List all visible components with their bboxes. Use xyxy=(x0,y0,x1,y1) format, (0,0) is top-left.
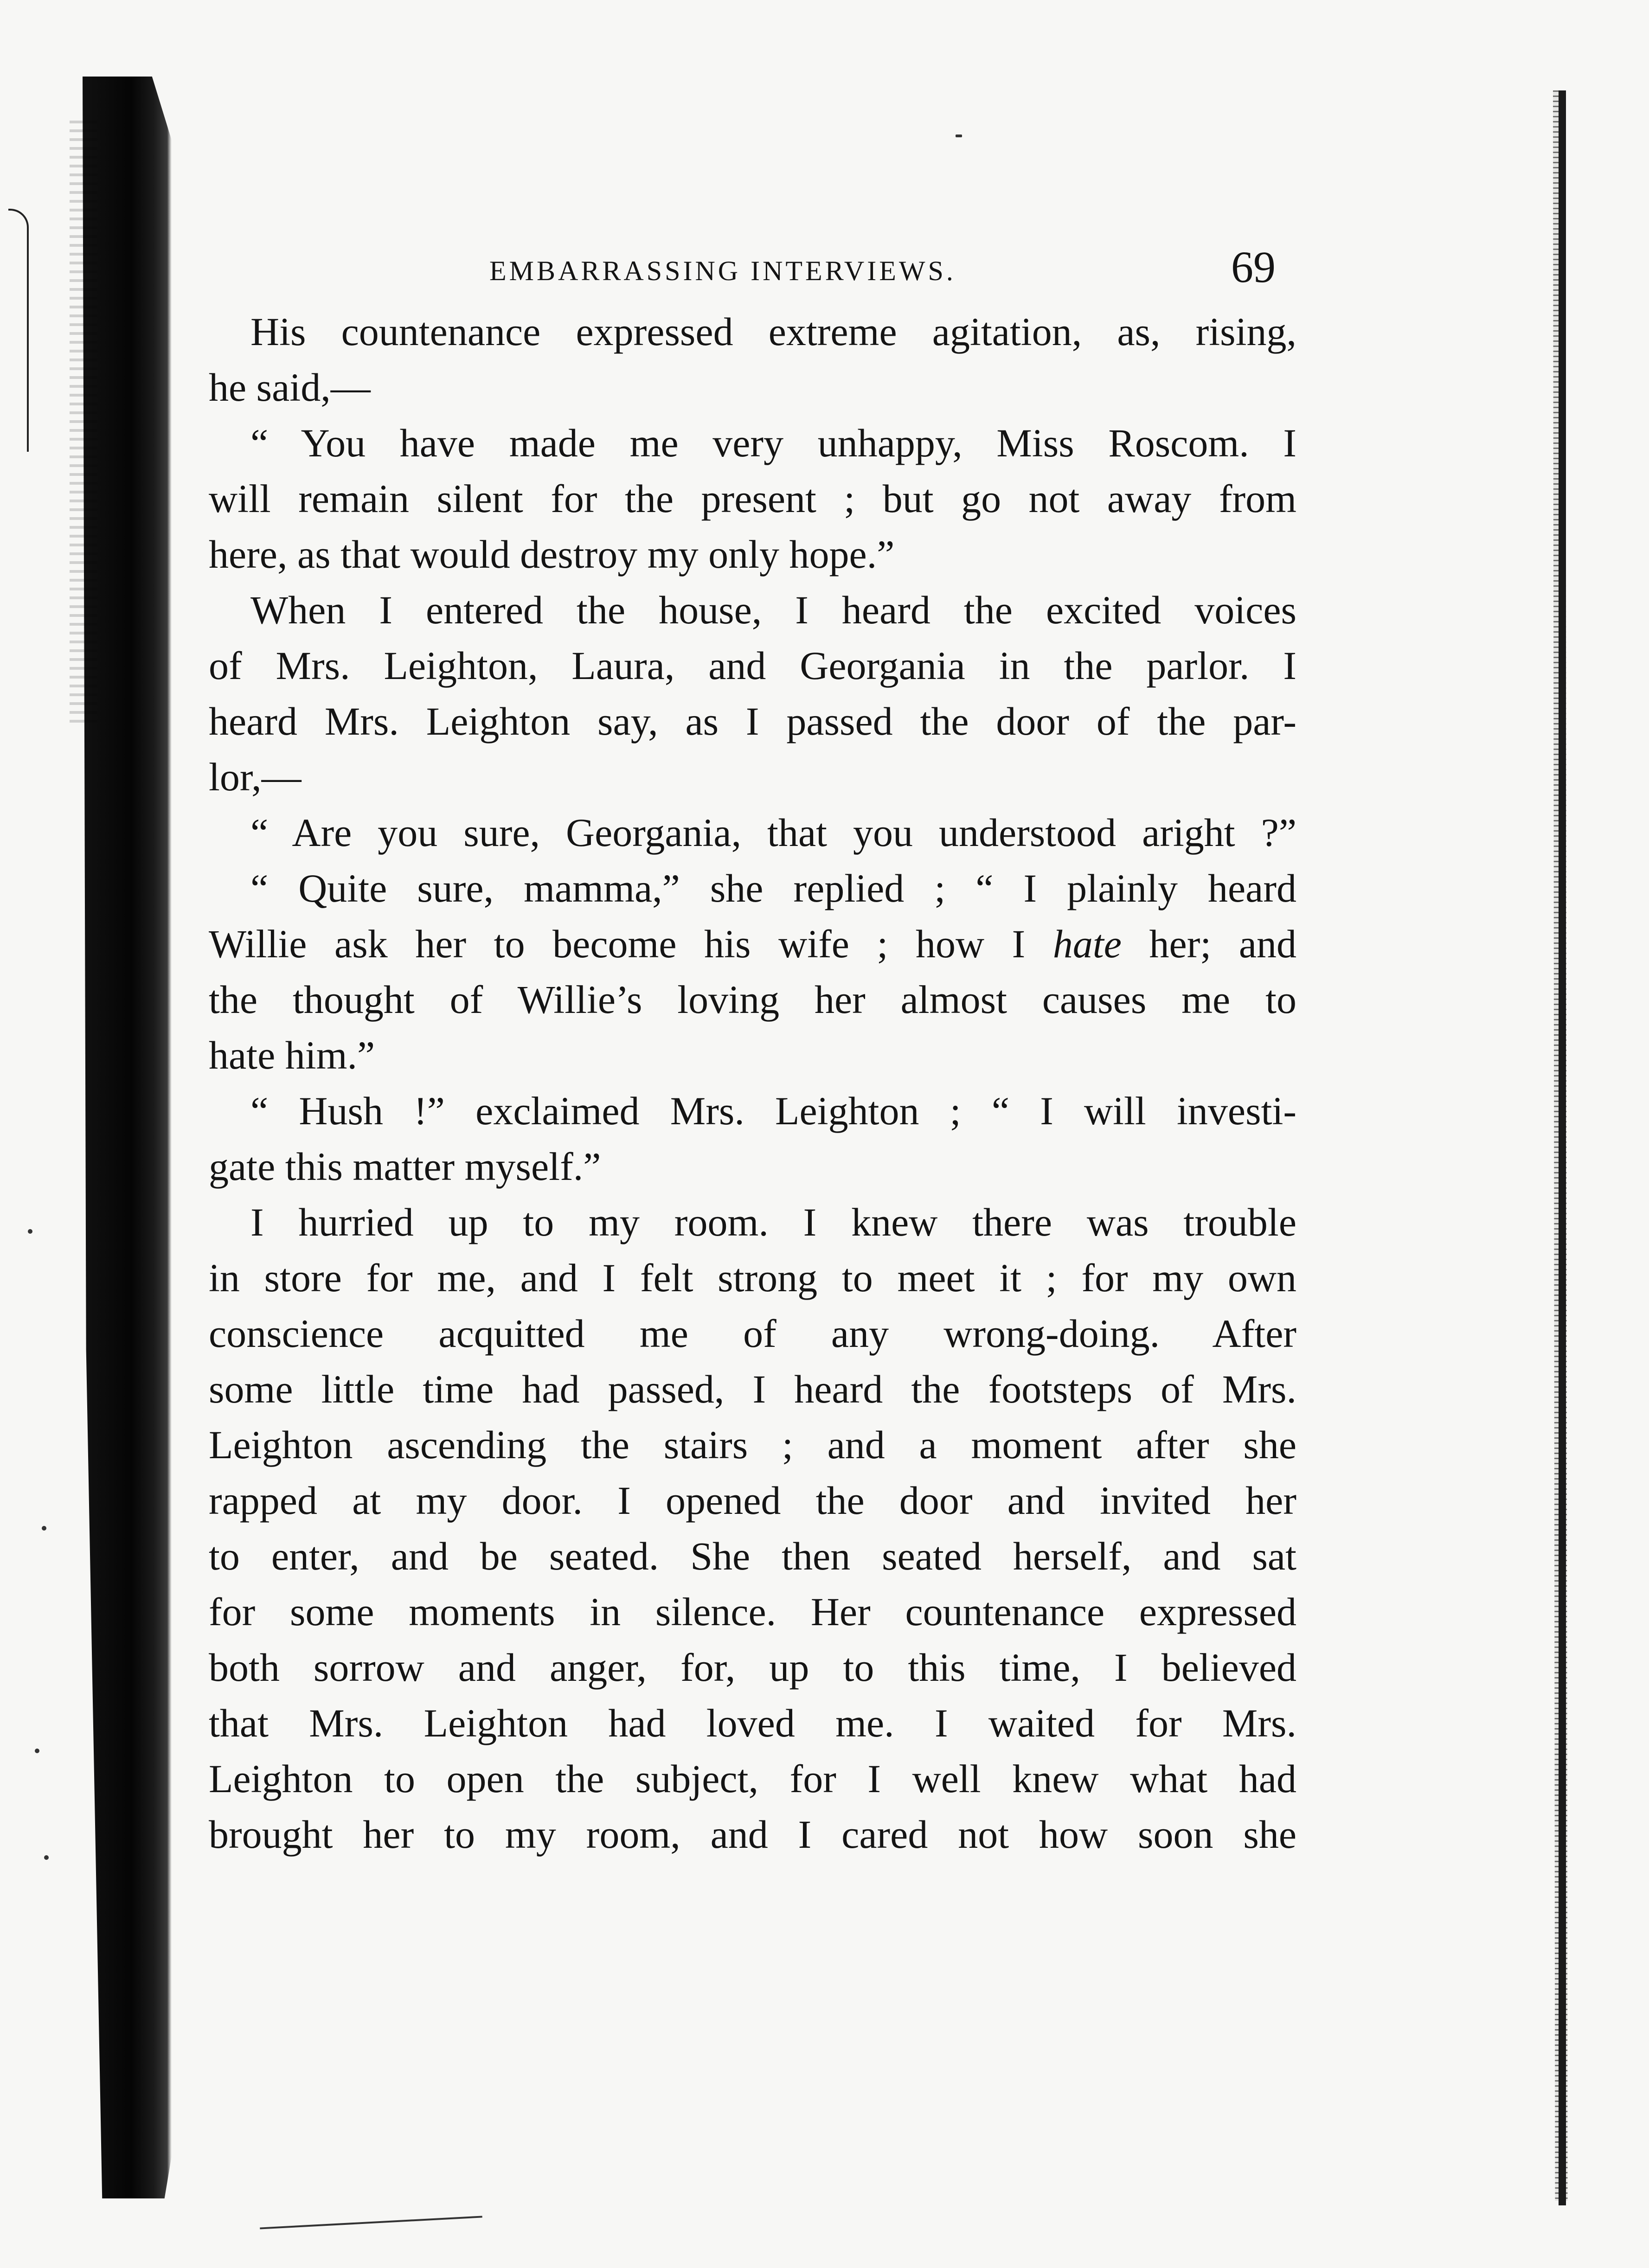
text-line: rapped at my door. I opened the door and invited her xyxy=(209,1478,1296,1523)
page-header xyxy=(209,241,1299,297)
text-line: When I entered the house, I heard the excited voices xyxy=(250,588,1296,632)
text-line: for some moments in silence. Her countenance expressed xyxy=(209,1589,1296,1634)
speck xyxy=(956,135,962,137)
text-line: “ Are you sure, Georgania, that you understood aright ?” xyxy=(250,810,1296,855)
text-line: to enter, and be seated. She then seated herself, and sat xyxy=(209,1534,1296,1578)
speck xyxy=(42,1526,46,1531)
text-line: will remain silent for the present ; but go not away from xyxy=(209,476,1296,521)
text-line: of Mrs. Leighton, Laura, and Georgania in the parlor. I xyxy=(209,643,1296,688)
text-segment: Willie ask her to become his wife ; how I xyxy=(209,922,1053,966)
text-line: Leighton to open the subject, for I well knew what had xyxy=(209,1756,1296,1801)
stray-pen-mark xyxy=(260,2216,482,2229)
text-segment: her; and xyxy=(1121,922,1297,966)
text-line: in store for me, and I felt strong to meet it ; for my own xyxy=(209,1256,1296,1300)
speck xyxy=(35,1749,39,1753)
text-line: he said,— xyxy=(209,365,371,410)
text-line: both sorrow and anger, for, up to this time, I believed xyxy=(209,1645,1296,1690)
text-line: conscience acquitted me of any wrong-doing. After xyxy=(209,1311,1296,1356)
body-text xyxy=(209,304,1296,1862)
spine-speckle xyxy=(70,121,97,724)
speck xyxy=(44,1855,49,1860)
text-line: “ Quite sure, mamma,” she replied ; “ I plainly heard xyxy=(250,866,1296,910)
text-line: lor,— xyxy=(209,755,302,799)
text-line: here, as that would destroy my only hope.” xyxy=(209,532,895,577)
text-line: Leighton ascending the stairs ; and a moment after she xyxy=(209,1422,1296,1467)
text-line: hate him.” xyxy=(209,1033,375,1077)
text-line: heard Mrs. Leighton say, as I passed the door of the par- xyxy=(209,699,1296,743)
text-line: I hurried up to my room. I knew there was trouble xyxy=(250,1200,1296,1244)
emphasized-word: hate xyxy=(1052,922,1122,966)
text-line: “ Hush !” exclaimed Mrs. Leighton ; “ I will investi- xyxy=(250,1089,1296,1133)
page-number: 69 xyxy=(1231,242,1276,292)
text-line: “ You have made me very unhappy, Miss Roscom. I xyxy=(250,421,1296,465)
speck xyxy=(28,1229,32,1234)
page-edge-curl xyxy=(8,209,29,452)
text-line xyxy=(209,916,1296,972)
text-line: that Mrs. Leighton had loved me. I waited for Mrs. xyxy=(209,1701,1296,1745)
text-line: some little time had passed, I heard the footsteps of Mrs. xyxy=(209,1367,1296,1411)
running-head: EMBARRASSING INTERVIEWS. xyxy=(489,256,956,286)
text-line: brought her to my room, and I cared not how soon she xyxy=(209,1812,1296,1857)
text-line: His countenance expressed extreme agitation, as, rising, xyxy=(250,309,1296,354)
right-page-edge-line xyxy=(1559,90,1566,2205)
text-line: gate this matter myself.” xyxy=(209,1144,601,1189)
text-line: the thought of Willie’s loving her almost causes me to xyxy=(209,977,1296,1022)
